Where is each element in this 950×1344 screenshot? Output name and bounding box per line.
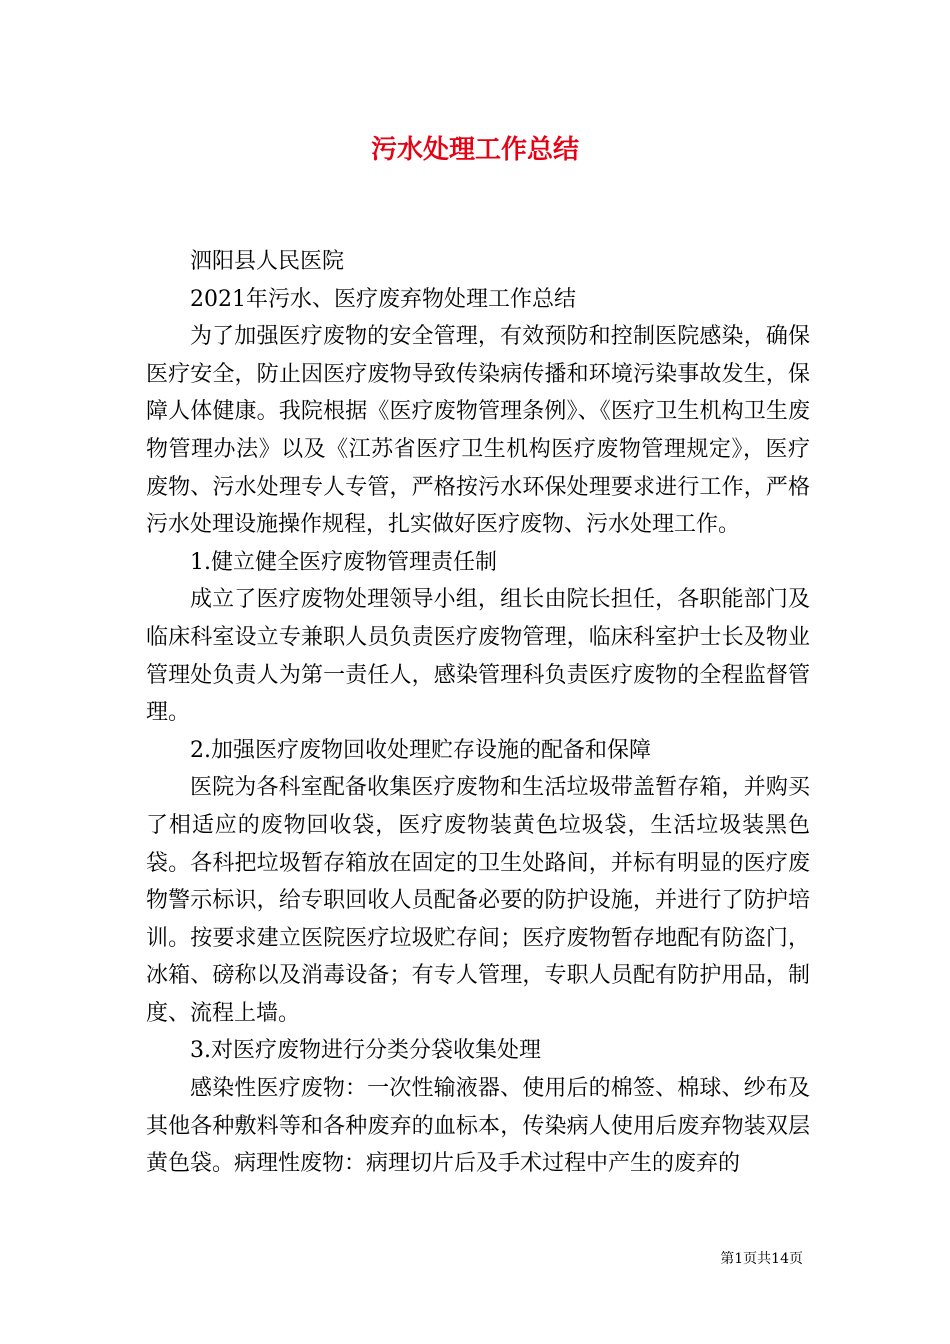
section-heading-1: 1.健立健全医疗废物管理责任制 (190, 549, 497, 575)
page-title: 污水处理工作总结 (370, 135, 579, 165)
paragraph-subtitle: 2021年污水、医疗废弃物处理工作总结 (190, 286, 576, 312)
paragraph-hospital-name: 泗阳县人民医院 (190, 249, 345, 274)
paragraph-intro: 为了加强医疗废物的安全管理，有效预防和控制医院感染，确保医疗安全，防止因医疗废物导致传染病传播和环境污染事故发生，保障人体健康。我院根据《医疗废物管理条例》、《医疗卫生机构卫生废物管理办法》以及《江苏省医疗卫生机构医疗废物管理规定》，医疗废物、污水处理专人专管，严格按污水环保处理要求进行工作，严格污水处理设施操作规程，扎实做好医疗废物、污水处理工作。 (146, 324, 810, 538)
document-body (146, 243, 810, 1183)
page-footer: 第1页共14页 (720, 1251, 803, 1267)
paragraph-section-3: 感染性医疗废物：一次性输液器、使用后的棉签、棉球、纱布及其他各种敷料等和各种废弃的血标本，传染病人使用后废弃物装双层黄色袋。病理性废物：病理切片后及手术过程中产生的废弃的 (146, 1076, 810, 1177)
section-heading-3: 3.对医疗废物进行分类分袋收集处理 (190, 1038, 541, 1064)
section-heading-2: 2.加强医疗废物回收处理贮存设施的配备和保障 (190, 737, 651, 763)
paragraph-section-1: 成立了医疗废物处理领导小组，组长由院长担任，各职能部门及临床科室设立专兼职人员负责医疗废物管理，临床科室护士长及物业管理处负责人为第一责任人，感染管理科负责医疗废物的全程监督管理。 (146, 587, 810, 726)
paragraph-section-2: 医院为各科室配备收集医疗废物和生活垃圾带盖暂存箱，并购买了相适应的废物回收袋，医疗废物装黄色垃圾袋，生活垃圾装黑色袋。各科把垃圾暂存箱放在固定的卫生处路间，并标有明显的医疗废物警示标识，给专职回收人员配备必要的防护设施，并进行了防护培训。按要求建立医院医疗垃圾贮存间；医疗废物暂存地配有防盗门，冰箱、磅称以及消毒设备；有专人管理，专职人员配有防护用品，制度、流程上墙。 (146, 775, 810, 1026)
